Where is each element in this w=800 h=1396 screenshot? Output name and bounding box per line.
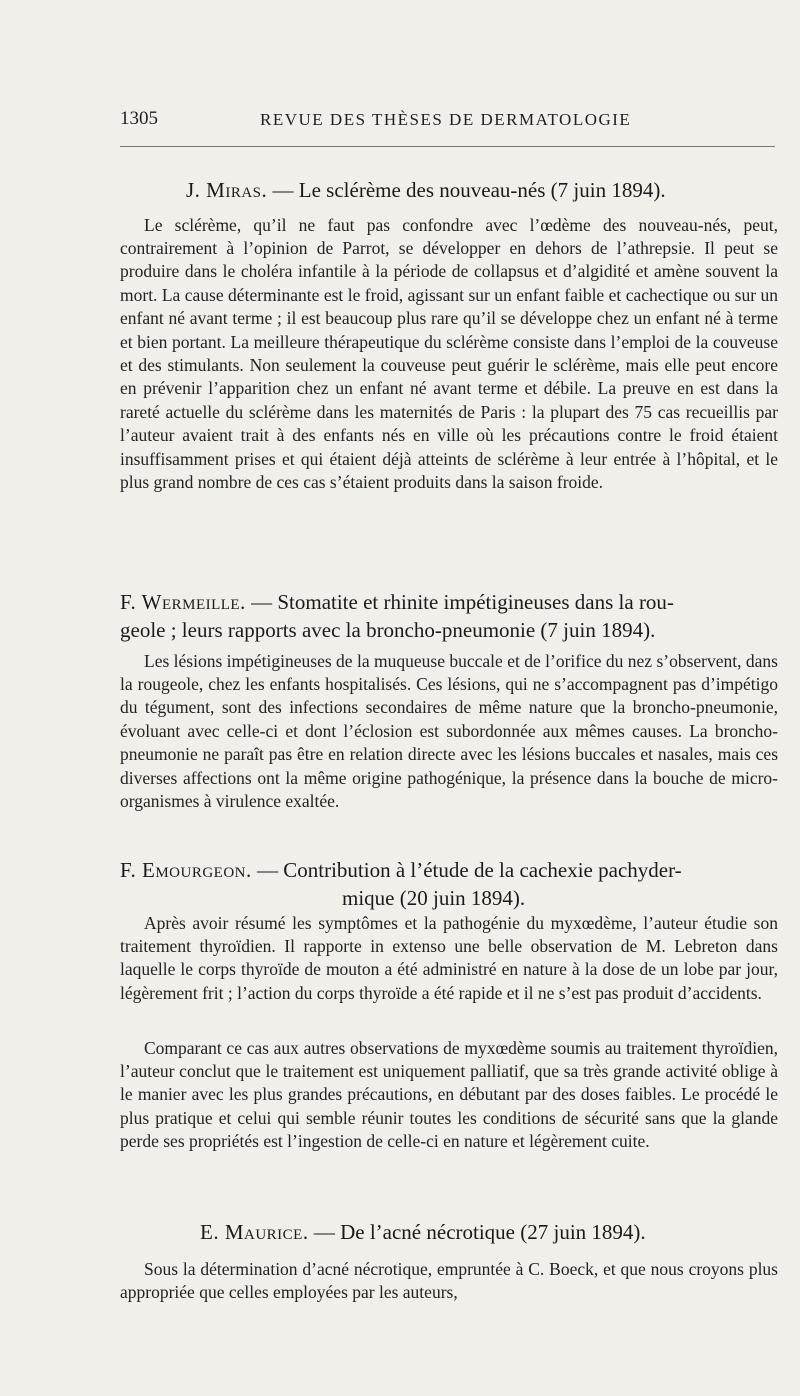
article-paragraph: Après avoir résumé les symptômes et la pathogénie du myxœdème, l’auteur étudie son traitement thyroïdien. Il rapporte in extenso une belle observation de M. Lebreton dans laquelle le corps thyroïde de mouton a été administré en nature à la dose de un lobe par jour, légèrement frit ; l’action du corps thyroïde a été rapide et il ne s’est pas produit d’accidents. <box>120 912 778 1003</box>
article-heading-line2: mique (20 juin 1894). <box>342 886 526 910</box>
article-title-emourgeon <box>120 856 780 912</box>
article-heading: — Le sclérème des nouveau-nés (7 juin 1894). <box>267 178 666 202</box>
article-heading: — De l’acné nécrotique (27 juin 1894). <box>308 1220 646 1244</box>
article-heading-line1: — Stomatite et rhinite impétigineuses dans la rou- <box>245 590 674 614</box>
article-paragraph: Le sclérème, qu’il ne faut pas confondre avec l’œdème des nouveau-nés, peut, contrairement à l’opinion de Parrot, se développer en dehors de l’athrepsie. Il peut se produire dans le choléra infantile à la période de collapsus et d’algidité et amène souvent la mort. La cause déterminante est le froid, agissant sur un enfant faible et cachectique ou sur un enfant né avant terme ; il est beaucoup plus rare qu’il se développe chez un enfant né à terme et bien portant. La meilleure thérapeutique du sclérème consiste dans l’emploi de la couveuse et des stimulants. Non seulement la couveuse peut guérir le sclérème, mais elle peut encore en prévenir l’apparition chez un enfant né avant terme et débile. La preuve en est dans la rareté actuelle du sclérème dans les maternités de Paris : la plupart des 75 cas recueillis par l’auteur avaient trait à des enfants nés en ville où les précautions contre le froid étaient insuffisamment prises et qui étaient déjà atteints de sclérème à leur entrée à l’hôpital, et le plus grand nombre de ces cas s’étaient produits dans la saison froide. <box>120 214 778 492</box>
article-title-wermeille <box>120 588 780 644</box>
article-paragraph: Sous la détermination d’acné nécrotique, empruntée à C. Boeck, et que nous croyons plus appropriée que celles employées par les auteurs, <box>120 1258 778 1302</box>
running-title: REVUE DES THÈSES DE DERMATOLOGIE <box>260 110 632 129</box>
article-paragraph: Les lésions impétigineuses de la muqueuse buccale et de l’orifice du nez s’observent, dans la rougeole, chez les enfants hospitalisés. Ces lésions, qui ne s’accompagnent pas d’impétigo du tégument, sont des infections secondaires de même nature que la broncho-pneumonie, évoluant avec celle-ci et dont l’éclosion est subordonnée aux mêmes causes. La broncho-pneumonie ne paraît pas être en relation directe avec les lésions buccales et nasales, mais ces diverses affections ont la même origine pathogénique, la présence dans la bouche de micro-organismes à virulence exaltée. <box>120 650 778 811</box>
article-author: E. Maurice. <box>200 1220 309 1244</box>
running-header <box>120 108 780 138</box>
page-number: 1305 <box>120 108 158 129</box>
article-title-maurice <box>200 1218 646 1246</box>
article-paragraph: Comparant ce cas aux autres observations de myxœdème soumis au traitement thyroïdien, l’auteur conclut que le traitement est uniquement palliatif, que sa très grande activité oblige à le manier avec les plus grandes précautions, en débutant par des doses faibles. Le procédé le plus pratique et celui qui semble réunir toutes les conditions de sécurité sans que la glande perde ses propriétés est l’ingestion de celle-ci en nature et légèrement cuite. <box>120 1037 778 1152</box>
header-rule <box>120 146 775 147</box>
article-heading-line2: geole ; leurs rapports avec la broncho-pneumonie (7 juin 1894). <box>120 618 656 642</box>
article-author: J. Miras. <box>186 178 268 202</box>
article-author: F. Wermeille. <box>120 590 246 614</box>
article-author: F. Emourgeon. <box>120 858 252 882</box>
article-heading-line1: — Contribution à l’étude de la cachexie pachyder- <box>251 858 682 882</box>
article-title-miras <box>186 176 666 204</box>
